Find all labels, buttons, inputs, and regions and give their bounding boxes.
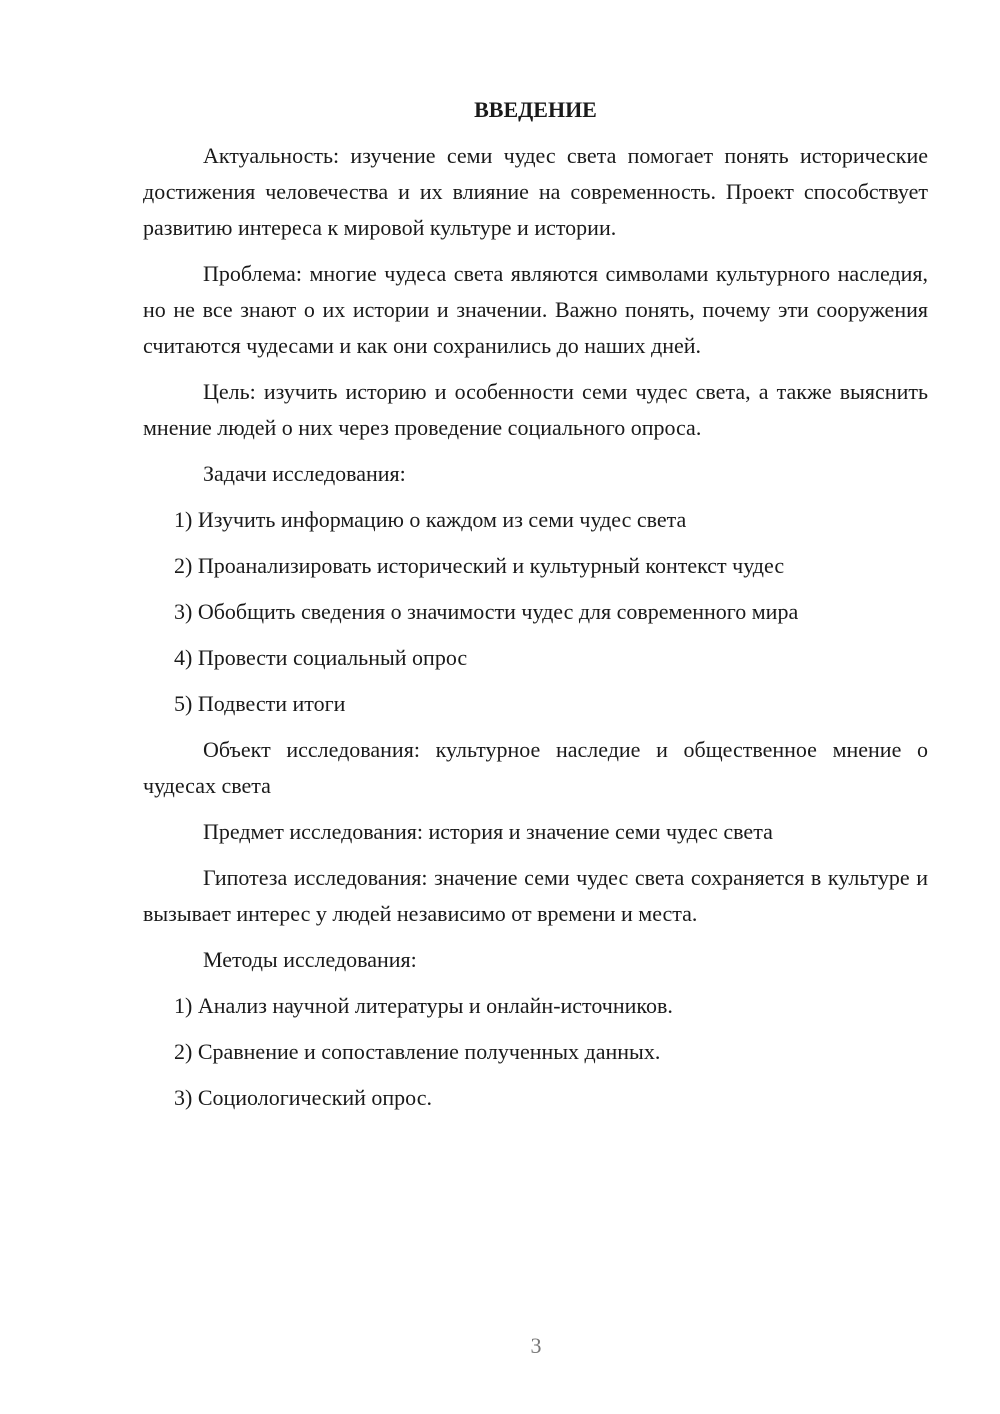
task-item: 2) Проанализировать исторический и культурный контекст чудес [174,553,785,578]
problem-paragraph: Проблема: многие чудеса света являются символами культурного наследия, но не все знают о их истории и значении. Важно понять, почему эти сооружения считаются чудесами и как они сохранились до наших дней. [143,261,928,358]
task-item: 4) Провести социальный опрос [174,645,468,670]
hypothesis-paragraph: Гипотеза исследования: значение семи чудес света сохраняется в культуре и вызывает интерес у людей независимо от времени и места. [143,865,928,926]
task-item: 5) Подвести итоги [174,691,346,716]
tasks-title: Задачи исследования: [203,461,406,486]
object-paragraph: Объект исследования: культурное наследие и общественное мнение о чудесах света [143,737,928,798]
subject-paragraph: Предмет исследования: история и значение семи чудес света [203,819,773,844]
methods-list [143,988,928,1116]
tasks-list [143,502,928,722]
goal-paragraph: Цель: изучить историю и особенности семи чудес света, а также выяснить мнение людей о них через проведение социального опроса. [143,379,928,440]
method-item: 1) Анализ научной литературы и онлайн-источников. [174,993,673,1018]
method-item: 2) Сравнение и сопоставление полученных данных. [174,1039,661,1064]
task-item: 3) Обобщить сведения о значимости чудес для современного мира [174,599,799,624]
methods-title: Методы исследования: [203,947,417,972]
method-item: 3) Социологический опрос. [174,1085,432,1110]
page-number: 3 [530,1333,542,1358]
page-content [143,92,928,1126]
task-item: 1) Изучить информацию о каждом из семи чудес света [174,507,687,532]
section-heading: ВВЕДЕНИЕ [474,97,597,122]
relevance-paragraph: Актуальность: изучение семи чудес света помогает понять исторические достижения человечества и их влияние на современность. Проект способствует развитию интереса к мировой культуре и истории. [143,143,928,240]
